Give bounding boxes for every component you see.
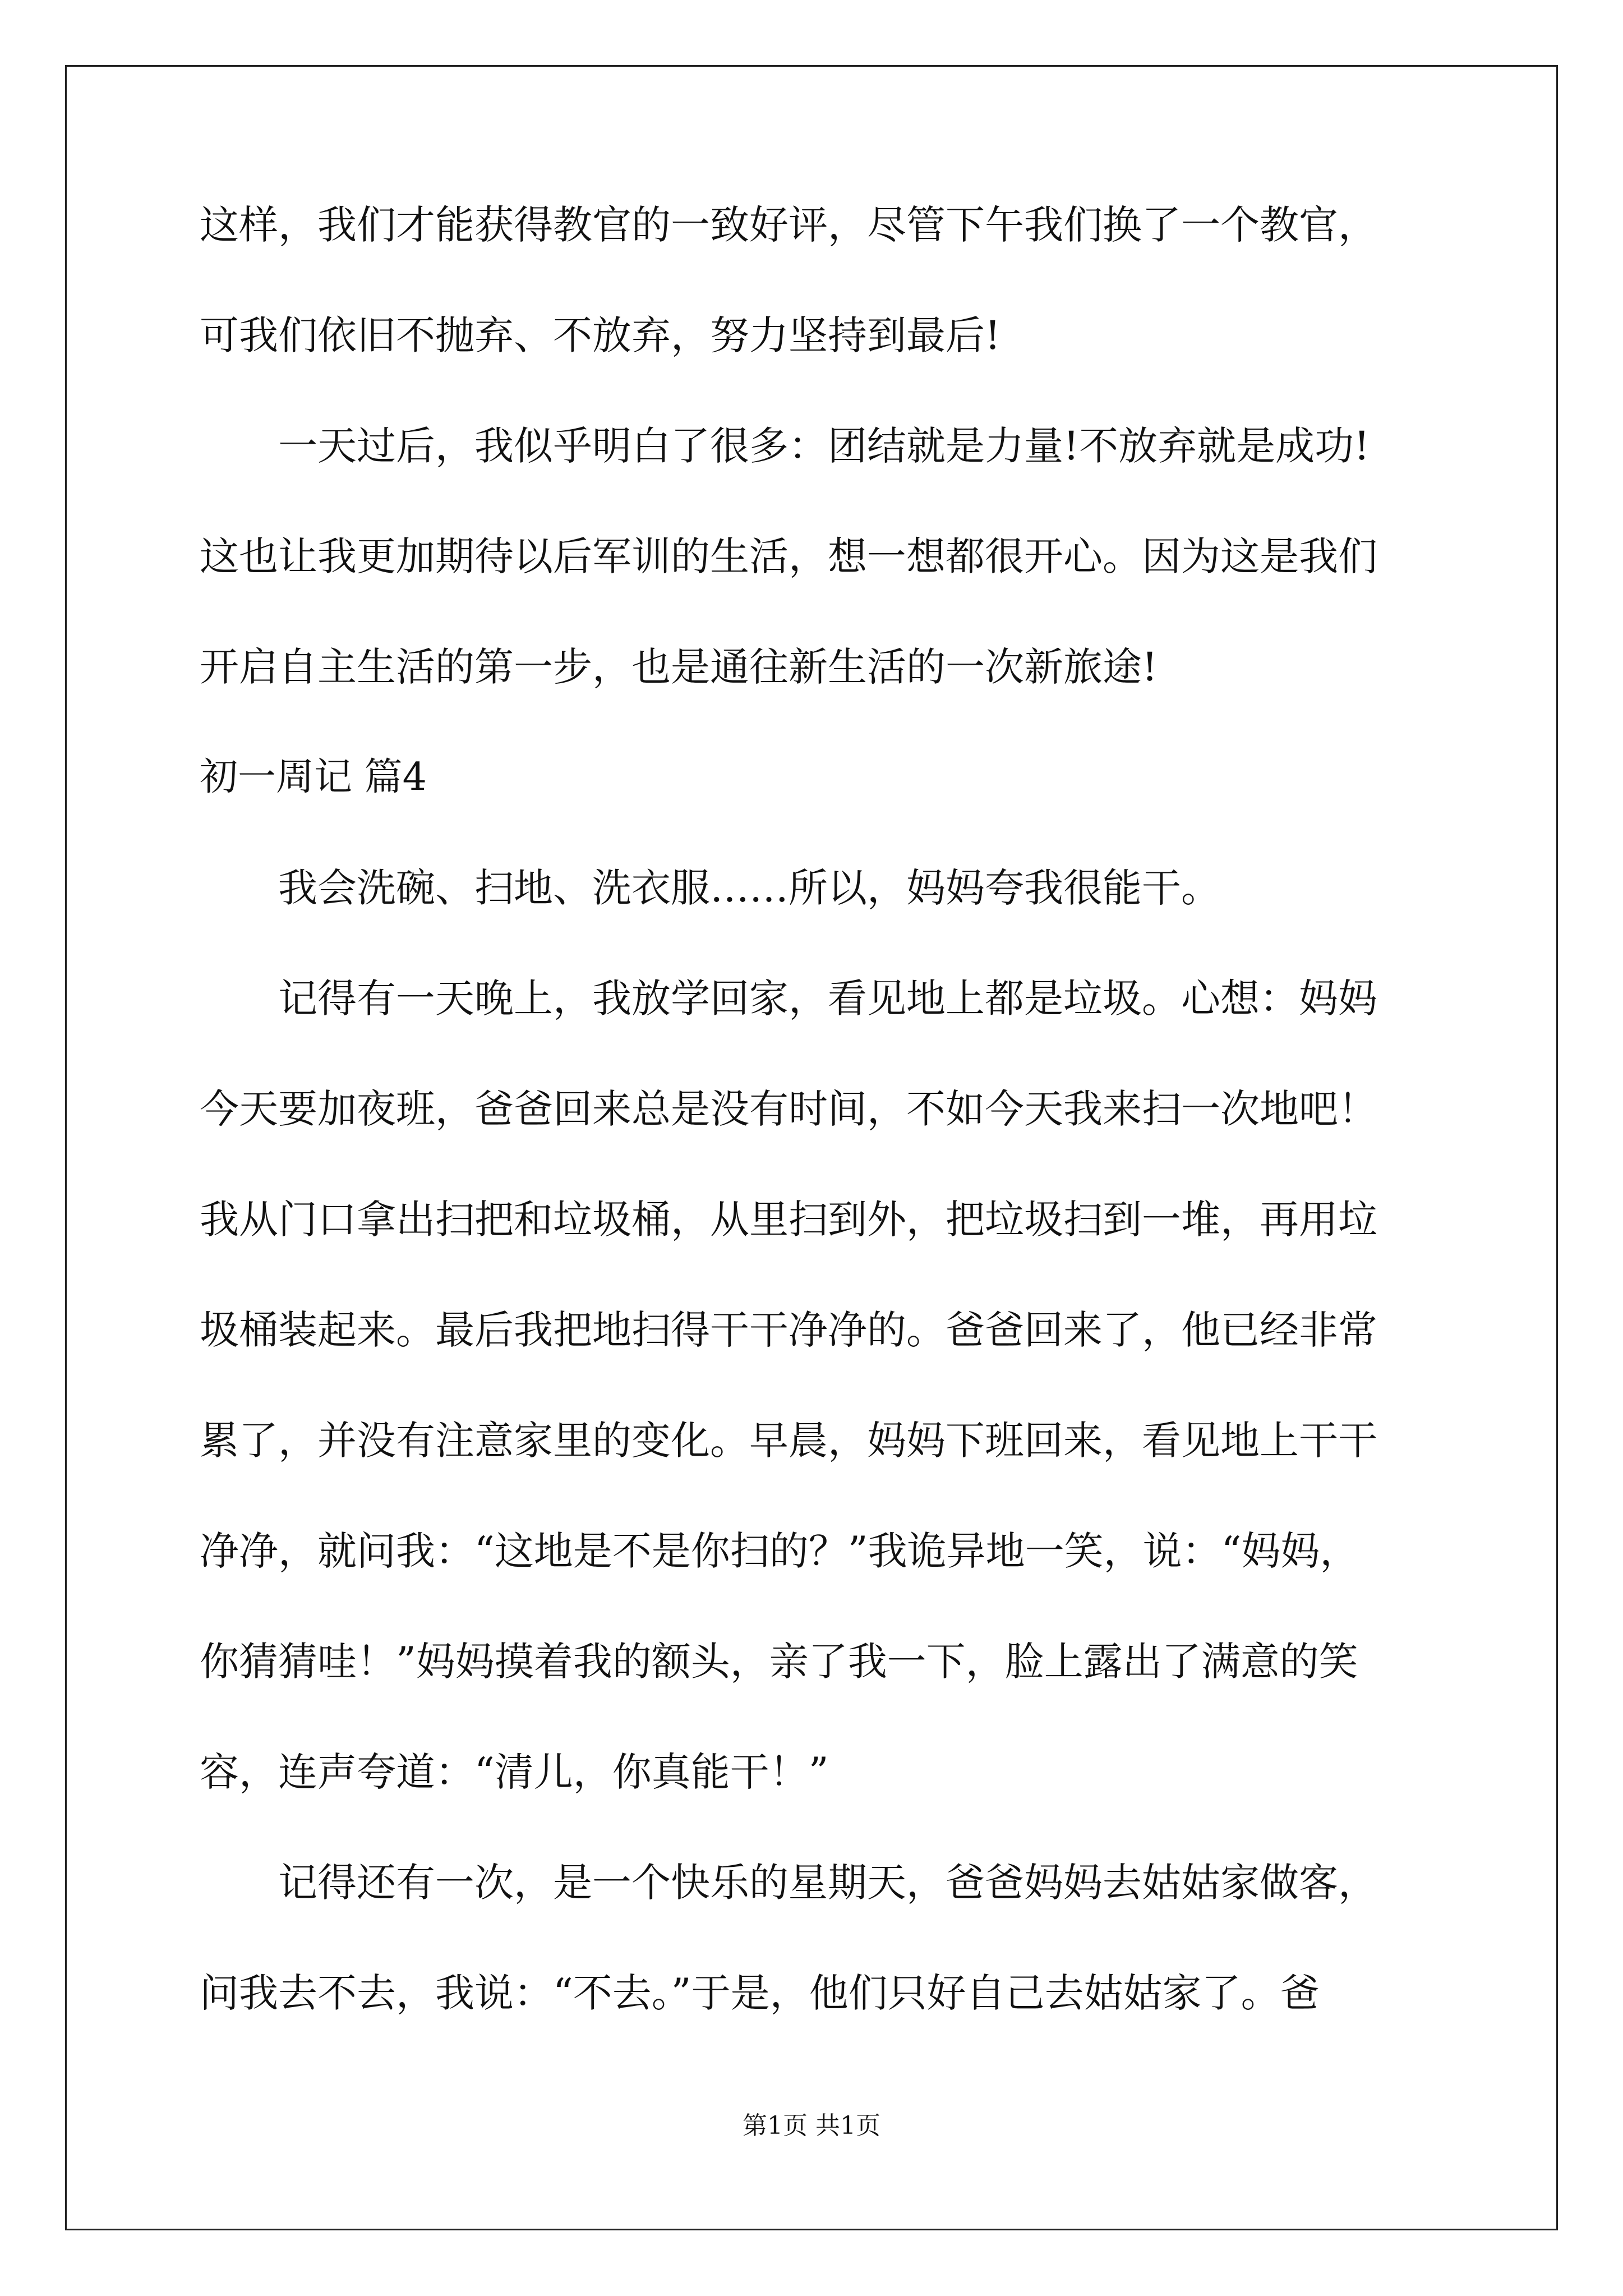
text-line: 容，连声夸道：“清儿，你真能干！” — [200, 1749, 829, 1795]
paragraph-start-line: 一天过后，我似乎明白了很多：团结就是力量!不放弃就是成功! — [278, 423, 1370, 469]
paragraph-start-line: 记得还有一次，是一个快乐的星期天，爸爸妈妈去姑姑家做客， — [278, 1860, 1377, 1906]
text-line: 这样，我们才能获得教官的一致好评，尽管下午我们换了一个教官， — [200, 202, 1377, 248]
paragraph-start-line: 记得有一天晚上，我放学回家，看见地上都是垃圾。心想：妈妈 — [278, 976, 1377, 1022]
page-footer: 第1页 共1页 — [743, 2111, 880, 2140]
text-line: 累了，并没有注意家里的变化。早晨，妈妈下班回来，看见地上干干 — [200, 1418, 1377, 1464]
document-body — [200, 199, 1478, 2078]
text-line: 你猜猜哇！”妈妈摸着我的额头，亲了我一下，脸上露出了满意的笑 — [200, 1639, 1358, 1685]
text-line: 问我去不去，我说：“不去。”于是，他们只好自己去姑姑家了。爸 — [200, 1970, 1320, 2016]
section-heading: 初一周记 篇4 — [200, 755, 427, 799]
text-line: 净净，就问我：“这地是不是你扫的？”我诡异地一笑，说：“妈妈， — [200, 1528, 1359, 1574]
text-line: 开启自主生活的第一步，也是通往新生活的一次新旅途! — [200, 644, 1158, 690]
text-line: 圾桶装起来。最后我把地扫得干干净净的。爸爸回来了，他已经非常 — [200, 1307, 1377, 1353]
text-line: 今天要加夜班，爸爸回来总是没有时间，不如今天我来扫一次地吧！ — [200, 1086, 1377, 1132]
text-line: 这也让我更加期待以后军训的生活，想一想都很开心。因为这是我们 — [200, 533, 1377, 579]
text-line: 可我们依旧不抛弃、不放弃，努力坚持到最后! — [200, 312, 1001, 358]
paragraph-start-line: 我会洗碗、扫地、洗衣服……所以，妈妈夸我很能干。 — [278, 865, 1220, 911]
text-line: 我从门口拿出扫把和垃圾桶，从里扫到外，把垃圾扫到一堆，再用垃 — [200, 1197, 1377, 1243]
